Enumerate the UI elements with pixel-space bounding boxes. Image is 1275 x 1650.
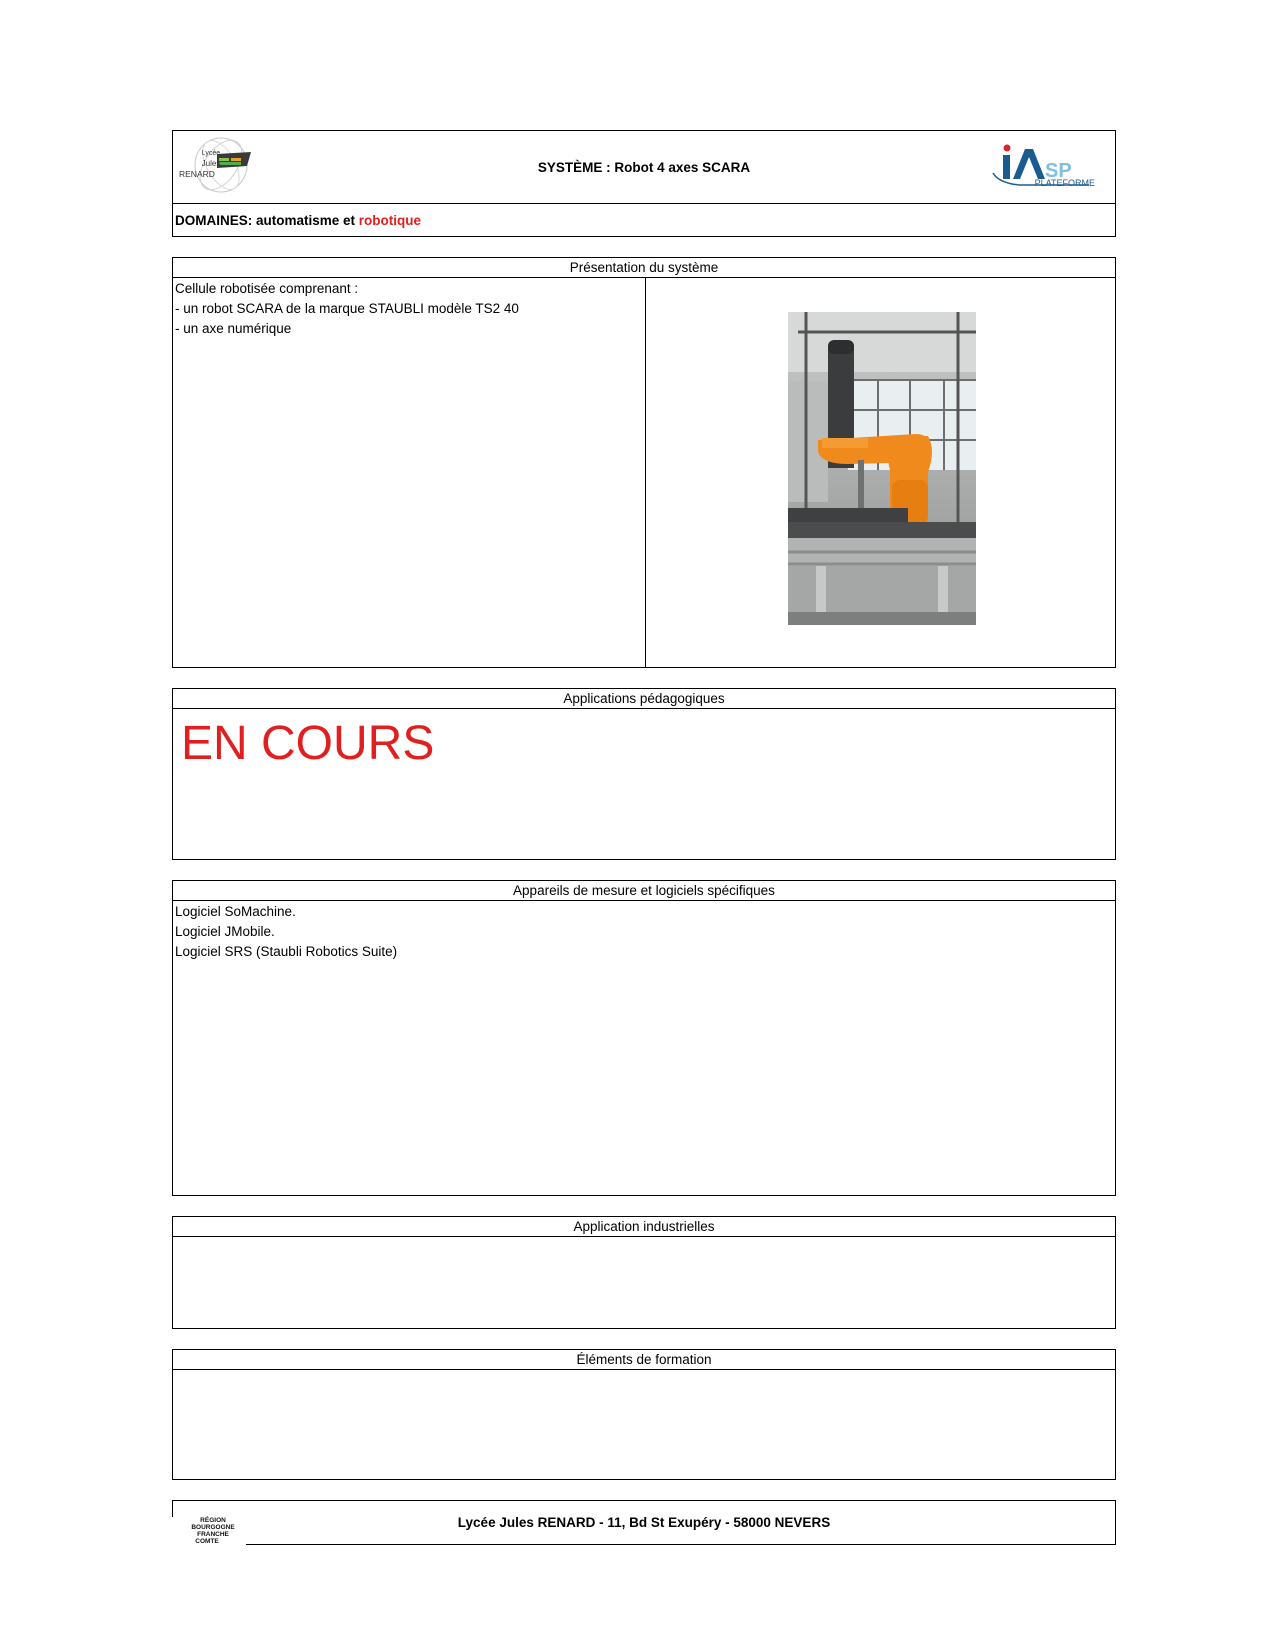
region-logo-line4: COMTE	[195, 1538, 219, 1545]
page-title: SYSTÈME : Robot 4 axes SCARA	[537, 159, 751, 175]
presentation-line: Cellule robotisée comprenant :	[175, 281, 359, 296]
list-item: Logiciel SoMachine.	[175, 904, 296, 919]
applications-pedagogiques-title: Applications pédagogiques	[173, 689, 1115, 709]
elements-formation-section	[172, 1349, 1116, 1480]
presentation-line: - un axe numérique	[175, 321, 292, 336]
platform-logo	[989, 143, 1097, 191]
school-logo-line2: Jules	[201, 159, 221, 168]
presentation-body	[173, 278, 1115, 667]
domains-label: DOMAINES: automatisme et	[175, 212, 359, 228]
presentation-text	[173, 278, 646, 667]
svg-text:SP: SP	[1045, 160, 1072, 182]
school-logo-line1: Lycée	[201, 150, 221, 157]
robot-photo	[788, 312, 976, 625]
region-logo-line2: BOURGOGNE	[191, 1524, 235, 1531]
robot-photo-icon	[788, 312, 976, 625]
presentation-title: Présentation du système	[173, 258, 1115, 278]
footer-address: Lycée Jules RENARD - 11, Bd St Exupéry - 58000 NEVERS	[457, 1515, 831, 1530]
application-industrielles-title: Application industrielles	[173, 1217, 1115, 1237]
footer-box	[172, 1500, 1116, 1545]
elements-formation-title: Éléments de formation	[173, 1350, 1115, 1370]
region-logo-line3: FRANCHE	[197, 1531, 229, 1538]
appareils-list	[173, 901, 1115, 963]
application-industrielles-section	[172, 1216, 1116, 1329]
appareils-title: Appareils de mesure et logiciels spécifiques	[173, 881, 1115, 901]
platform-logo-subtitle: PLATEFORME	[1034, 178, 1095, 188]
presentation-photo-cell	[646, 278, 1115, 667]
domains-highlight: robotique	[358, 212, 422, 228]
header-title-row	[173, 131, 1115, 204]
list-item: Logiciel JMobile.	[175, 924, 275, 939]
applications-pedagogiques-section	[172, 688, 1116, 860]
presentation-section	[172, 257, 1116, 668]
status-text: EN COURS	[181, 717, 435, 770]
presentation-line: - un robot SCARA de la marque STAUBLI modèle TS2 40	[175, 301, 519, 316]
header-box	[172, 130, 1116, 237]
appareils-section	[172, 880, 1116, 1196]
region-logo-line1: RÉGION	[200, 1517, 226, 1524]
domains-row	[173, 204, 1115, 236]
school-logo-line3: RENARD	[179, 169, 215, 179]
list-item: Logiciel SRS (Staubli Robotics Suite)	[175, 944, 398, 959]
